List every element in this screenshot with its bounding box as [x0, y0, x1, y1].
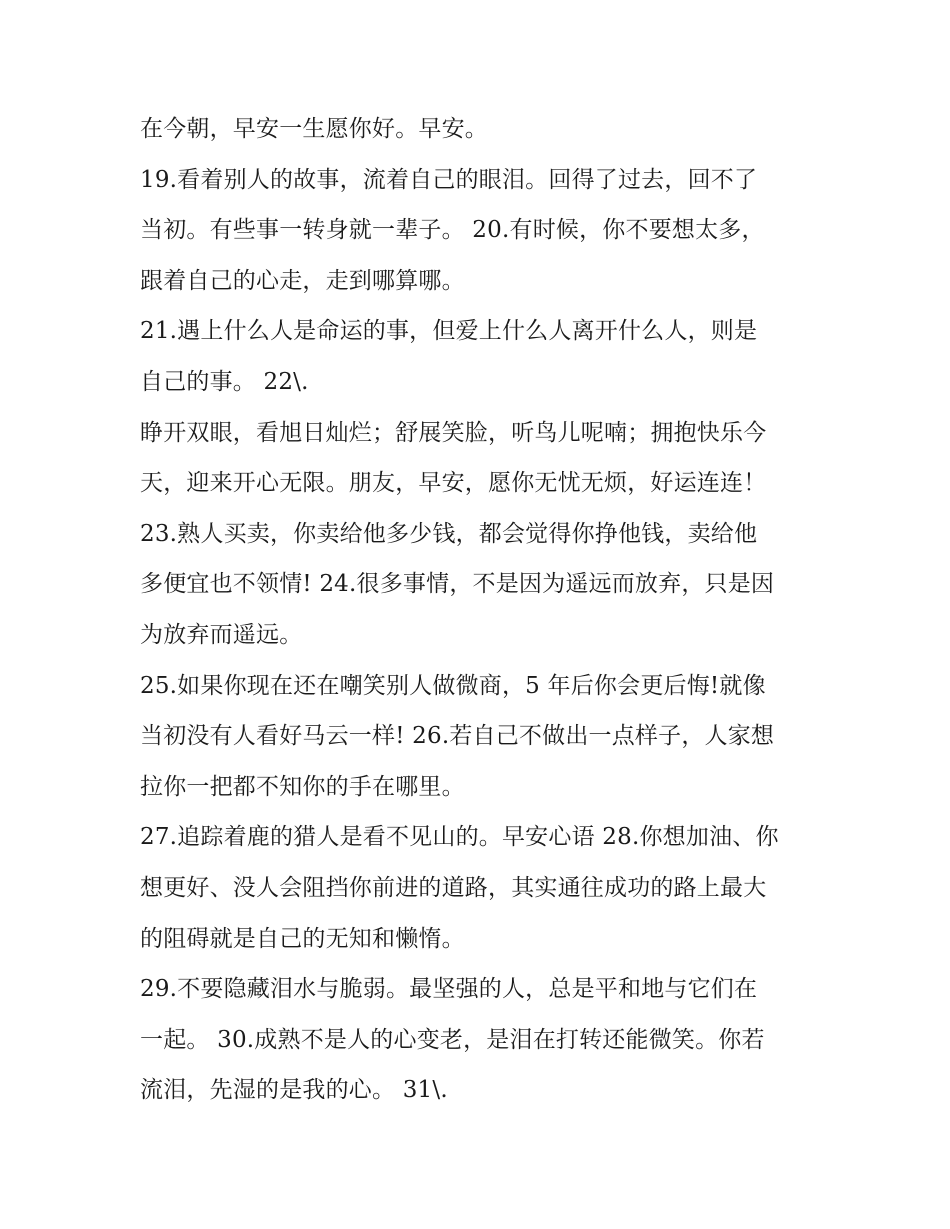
text-line-2: 19.看着别人的故事，流着自己的眼泪。回得了过去，回不了 — [140, 166, 758, 193]
body-text — [140, 104, 830, 1116]
text-line-20: 流泪，先湿的是我的心。 31\. — [140, 1077, 448, 1104]
text-line-12: 25.如果你现在还在嘲笑别人做微商，5 年后你会更后悔!就像 — [140, 672, 766, 699]
text-line-5: 21.遇上什么人是命运的事，但爱上什么人离开什么人，则是 — [140, 318, 758, 345]
text-line-17: 的阻碍就是自己的无知和懒惰。 — [140, 925, 465, 952]
text-line-10: 多便宜也不领情! 24.很多事情，不是因为遥远而放弃，只是因 — [140, 571, 775, 598]
text-line-14: 拉你一把都不知你的手在哪里。 — [140, 773, 465, 800]
text-line-6: 自己的事。 22\. — [140, 368, 309, 395]
text-line-19: 一起。 30.成熟不是人的心变老，是泪在打转还能微笑。你若 — [140, 1026, 765, 1053]
text-line-11: 为放弃而遥远。 — [140, 621, 303, 648]
text-line-1: 在今朝，早安一生愿你好。早安。 — [140, 116, 488, 142]
text-line-4: 跟着自己的心走，走到哪算哪。 — [140, 267, 465, 294]
text-line-7: 睁开双眼，看旭日灿烂；舒展笑脸，听鸟儿呢喃；拥抱快乐今 — [140, 419, 767, 446]
text-line-16: 想更好、没人会阻挡你前进的道路，其实通往成功的路上最大 — [140, 874, 767, 901]
text-line-13: 当初没有人看好马云一样! 26.若自己不做出一点样子，人家想 — [140, 723, 775, 750]
text-line-15: 27.追踪着鹿的猎人是看不见山的。早安心语 28.你想加油、你 — [140, 824, 779, 851]
text-line-18: 29.不要隐藏泪水与脆弱。最坚强的人，总是平和地与它们在 — [140, 976, 758, 1003]
text-line-9: 23.熟人买卖，你卖给他多少钱，都会觉得你挣他钱，卖给他 — [140, 520, 758, 547]
text-line-3: 当初。有些事一转身就一辈子。 20.有时候，你不要想太多， — [140, 217, 765, 244]
text-line-8: 天，迎来开心无限。朋友，早安，愿你无忧无烦，好运连连！ — [140, 470, 767, 497]
